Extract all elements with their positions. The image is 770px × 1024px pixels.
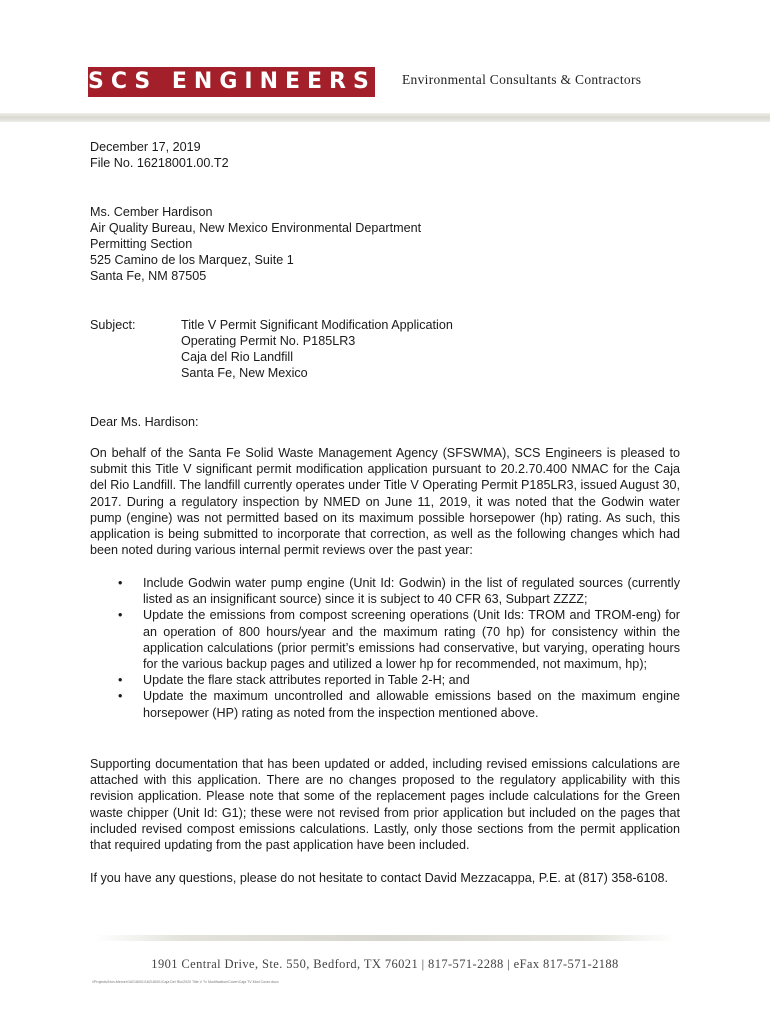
recipient-address <box>90 204 421 284</box>
list-item-text: Update the maximum uncontrolled and allowable emissions based on the maximum engine horsepower (HP) rating as noted from the inspection mentioned above. <box>143 689 680 720</box>
list-item-text: Update the emissions from compost screening operations (Unit Ids: TROM and TROM-eng) for an operation of 800 hours/year and the maximum rating (70 hp) for consistency within the application calculations (prior permit’s emissions had conservative, but varying, operating hours for the various backup pages and utilized a lower hp for recommended, not maximum, hp); <box>143 608 680 672</box>
list-item <box>90 672 680 688</box>
list-item-text: Update the flare stack attributes reported in Table 2-H; and <box>143 673 470 688</box>
bullet-icon: • <box>118 576 123 590</box>
bullet-icon: • <box>118 673 123 688</box>
recipient-organization: Air Quality Bureau, New Mexico Environmental Department <box>90 221 422 235</box>
list-item <box>90 607 680 672</box>
changes-list <box>90 575 680 721</box>
subject-lines <box>181 317 453 381</box>
recipient-street: 525 Camino de los Marquez, Suite 1 <box>90 253 294 267</box>
company-tagline: Environmental Consultants & Contractors <box>402 72 642 87</box>
subject-line: Santa Fe, New Mexico <box>181 366 308 380</box>
recipient-city: Santa Fe, NM 87505 <box>90 269 207 283</box>
header-divider <box>0 113 770 122</box>
bullet-icon: • <box>118 608 123 623</box>
list-item-text: Include Godwin water pump engine (Unit Id: Godwin) in the list of regulated sources (currently listed as an insignificant source) since it is subject to 40 CFR 63, Subpart ZZZZ; <box>143 576 680 607</box>
recipient-section: Permitting Section <box>90 237 193 251</box>
list-item <box>90 575 680 607</box>
subject-line: Operating Permit No. P185LR3 <box>181 334 356 348</box>
salutation: Dear Ms. Hardison: <box>90 415 199 429</box>
recipient-name: Ms. Cember Hardison <box>90 205 213 219</box>
footer-address: 1901 Central Drive, Ste. 550, Bedford, TX 76021 | 817-571-2288 | eFax 817-571-2188 <box>151 957 619 971</box>
letter-date: December 17, 2019 <box>90 140 201 154</box>
footer-file-path: \\Projects\Non-Mercer\16218001\16218001\Caja Del Rio\2020 Title V Tv Modification\Cover\Caja TV Mod Cover.docx <box>92 980 279 984</box>
body-paragraph-contact: If you have any questions, please do not hesitate to contact David Mezzacappa, P.E. at (817) 358-6108. <box>90 871 669 885</box>
body-paragraph-intro: On behalf of the Santa Fe Solid Waste Management Agency (SFSWMA), SCS Engineers is pleased to submit this Title V significant permit modification application pursuant to 20.2.70.400 NMAC for the Caja del Rio Landfill. The landfill currently operates under Title V Operating Permit P185LR3, issued August 30, 2017. During a regulatory inspection by NMED on June 11, 2019, it was noted that the Godwin water pump (engine) was not permitted based on its maximum possible horsepower (hp) rating. As such, this application is being submitted to incorporate that correction, as well as the following changes which had been noted during various internal permit reviews over the past year: <box>90 446 680 558</box>
body-paragraph-documentation: Supporting documentation that has been updated or added, including revised emissions calculations are attached with this application. There are no changes proposed to the regulatory applicability with this revision application. Please note that some of the replacement pages include calculations for the Green waste chipper (Unit Id: G1); these were not revised from prior application but included on the pages that included revised compost emissions calculations. Lastly, only those sections from the permit application that required updating from the past application have been included. <box>90 757 680 853</box>
subject-line: Caja del Rio Landfill <box>181 350 294 364</box>
file-number: File No. 16218001.00.T2 <box>90 156 229 170</box>
list-item <box>90 688 680 720</box>
subject-line: Title V Permit Significant Modification Application <box>181 318 453 332</box>
subject-label: Subject: <box>90 318 136 332</box>
date-block <box>90 139 229 171</box>
bullet-icon: • <box>118 689 123 704</box>
footer-divider <box>95 935 675 941</box>
company-logo: SCS ENGINEERS <box>88 67 375 97</box>
